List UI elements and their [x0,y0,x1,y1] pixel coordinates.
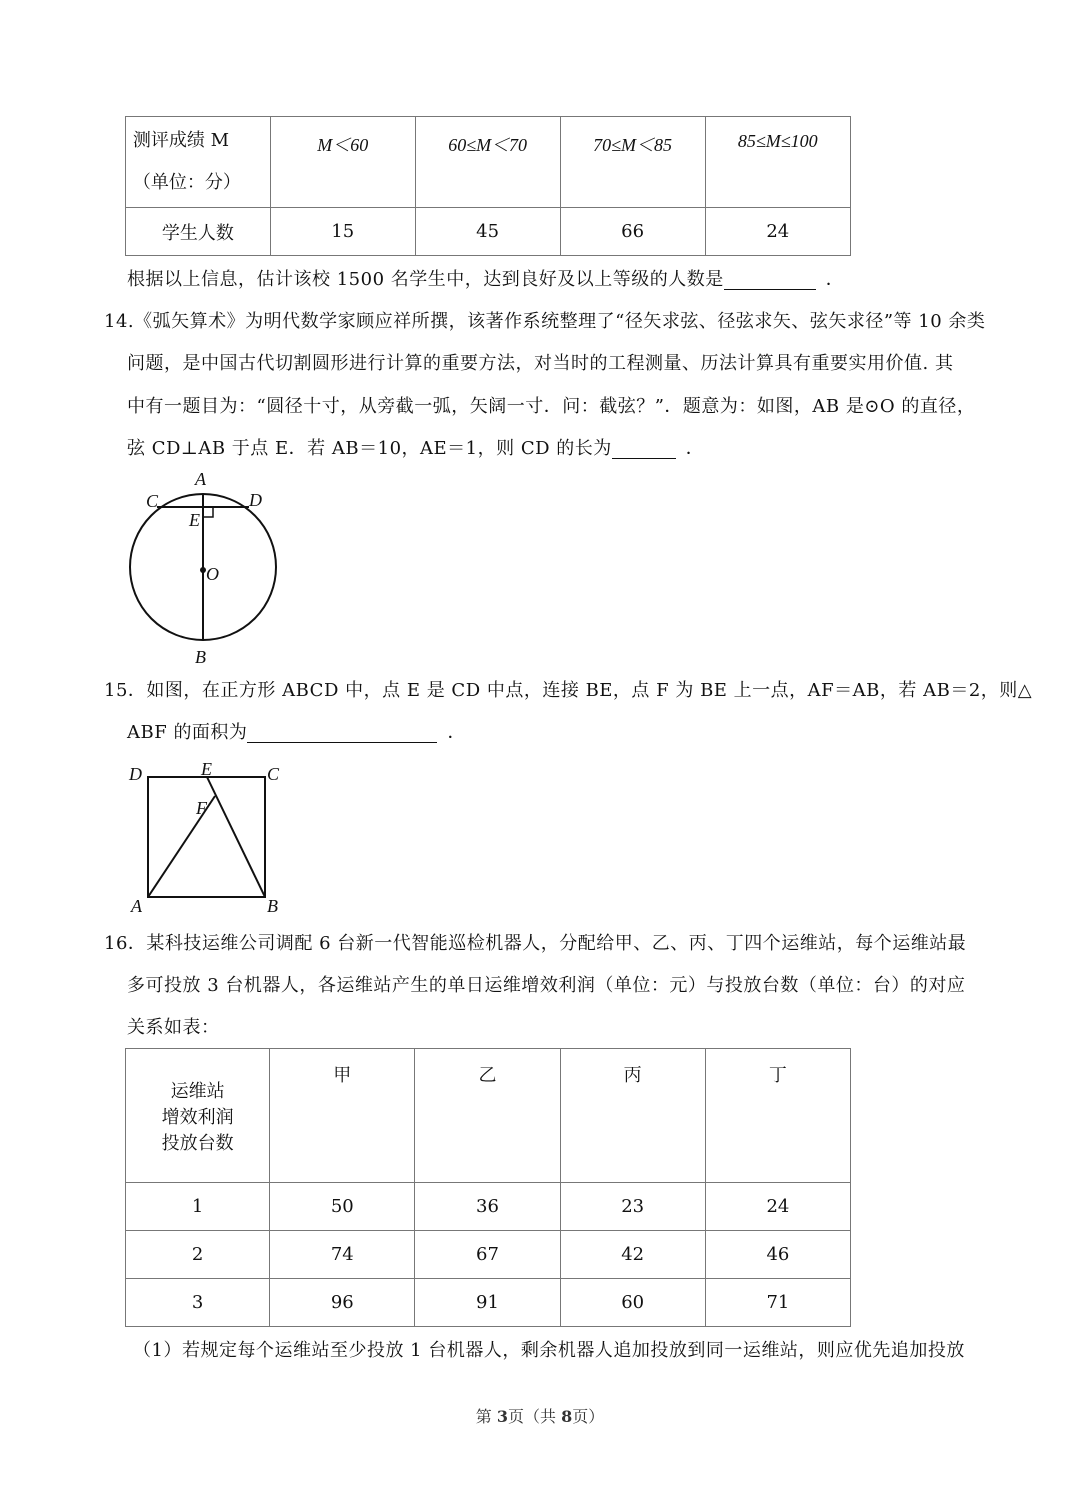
q13-count-2: 45 [415,208,560,256]
corner-station-label: 运维站 [170,1080,225,1102]
table-row [126,1231,851,1279]
station-header-ding: 丁 [705,1049,850,1183]
table-cell: 46 [705,1231,850,1279]
station-header-jia: 甲 [270,1049,415,1183]
row-count: 3 [126,1279,270,1327]
table-cell: 74 [270,1231,415,1279]
label-d: D [249,490,262,510]
right-angle-mark [203,507,213,517]
q14-line-1: 14.《弧矢算术》为明代数学家顾应祥所撰，该著作系统整理了“径矢求弦、径弦求矢、弦矢求径”等 10 余类 [104,311,986,332]
q14-answer-blank [612,440,676,459]
q13-text: 根据以上信息，估计该校 1500 名学生中，达到良好及以上等级的人数是 [127,269,724,290]
q15-square-figure [120,756,290,918]
row-count: 1 [126,1183,270,1231]
label-b: B [267,896,278,916]
q14-end: ． [685,438,705,459]
table-cell: 36 [415,1183,560,1231]
q13-question-text [127,269,844,290]
q13-answer-blank [724,271,816,290]
q16-profit-table [125,1048,851,1327]
label-f: F [196,798,207,818]
q16-part-1: （1）若规定每个运维站至少投放 1 台机器人，剩余机器人追加投放到同一运维站，则应优先追加投放 [133,1340,965,1361]
page-footer [0,1404,1080,1427]
q16-line-1: 16．某科技运维公司调配 6 台新一代智能巡检机器人，分配给甲、乙、丙、丁四个运维站，每个运维站最 [104,933,967,954]
table-cell: 24 [705,1183,850,1231]
footer-total-pages: 8 [561,1407,573,1426]
q14-line-2: 问题，是中国古代切割圆形进行计算的重要方法，对当时的工程测量、历法计算具有重要实用价值. 其 [127,353,954,374]
q13-end: ． [825,269,845,290]
q13-count-1: 15 [270,208,415,256]
table-cell: 42 [560,1231,705,1279]
label-c: C [146,491,159,511]
row-count: 2 [126,1231,270,1279]
table-row [126,1279,851,1327]
q15-line-2-text: ABF 的面积为 [127,722,248,743]
q13-score-table [125,116,851,256]
q15-answer-blank [247,724,437,743]
q13-count-3: 66 [560,208,705,256]
table-cell: 71 [705,1279,850,1327]
table-cell: 23 [560,1183,705,1231]
q14-circle-figure [115,466,295,671]
table-cell: 50 [270,1183,415,1231]
table-cell: 67 [415,1231,560,1279]
table-cell: 60 [560,1279,705,1327]
q13-range-2: 60≤M＜70 [415,117,560,208]
footer-middle: 页（共 [507,1407,562,1426]
segment-be [207,777,265,897]
table-row [126,1183,851,1231]
q15-end: ． [447,722,466,743]
q13-count-4: 24 [705,208,850,256]
q15-line-2 [127,722,466,743]
label-o: O [206,564,219,584]
table-cell: 96 [270,1279,415,1327]
station-header-yi: 乙 [415,1049,560,1183]
q13-header-label: 测评成绩 M（单位：分） [126,117,271,208]
q15-line-1: 15．如图，在正方形 ABCD 中，点 E 是 CD 中点，连接 BE，点 F 为 BE 上一点，AF＝AB，若 AB＝2，则△ [104,680,1033,701]
label-a: A [131,896,142,916]
q13-range-3: 70≤M＜85 [560,117,705,208]
footer-prefix: 第 [475,1407,497,1426]
label-e: E [201,759,212,779]
q14-line-3: 中有一题目为：“圆径十寸，从旁截一弧，矢阔一寸．问：截弦？”．题意为：如图，AB 是⊙O 的直径， [127,396,976,417]
q13-row-label: 学生人数 [126,208,271,256]
label-d: D [129,764,142,784]
label-a: A [195,469,206,489]
corner-count-label: 投放台数 [161,1132,234,1154]
footer-page-number: 3 [496,1407,508,1426]
station-header-bing: 丙 [560,1049,705,1183]
corner-profit-label: 增效利润 [161,1106,234,1128]
q13-range-4: 85≤M≤100 [705,117,850,208]
label-e: E [189,510,200,530]
label-c: C [267,764,280,784]
table-cell: 91 [415,1279,560,1327]
q16-line-2: 多可投放 3 台机器人，各运维站产生的单日运维增效利润（单位：元）与投放台数（单位：台）的对应 [127,975,966,996]
q14-line-4 [127,438,704,459]
q16-line-3: 关系如表： [127,1017,220,1038]
q14-line-4-text: 弦 CD⊥AB 于点 E．若 AB＝10，AE＝1，则 CD 的长为 [127,438,612,459]
label-b: B [195,647,206,667]
footer-suffix: 页） [572,1407,605,1426]
q13-range-1: M＜60 [270,117,415,208]
q16-corner-header [126,1049,270,1183]
square-abcd [148,777,265,897]
